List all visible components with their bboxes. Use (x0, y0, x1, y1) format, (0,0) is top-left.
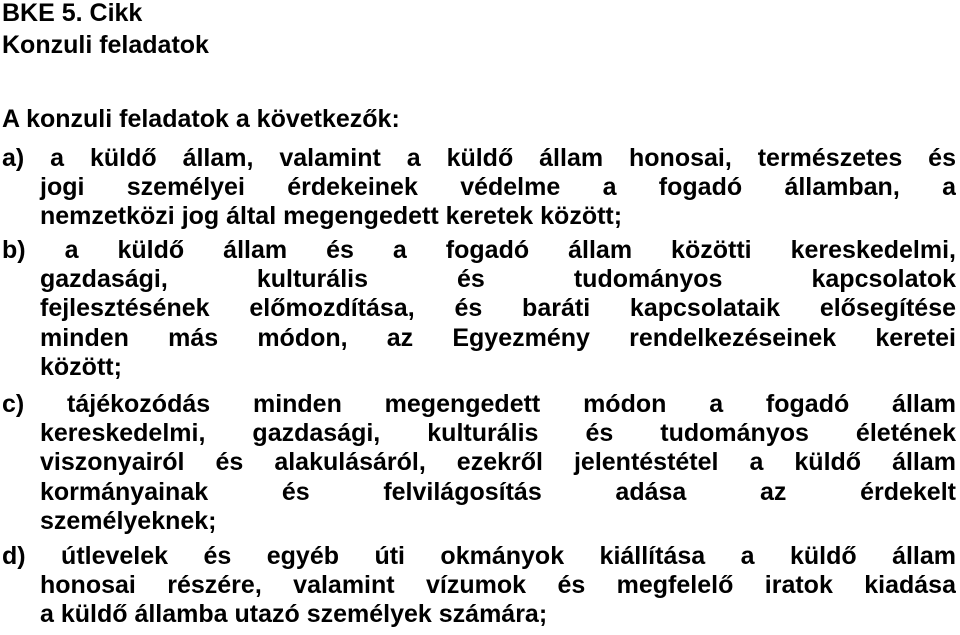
item-b-line-5: között; (40, 352, 122, 381)
item-b-line-3: fejlesztésének előmozdítása, és baráti kapcsolataik elősegítése (40, 294, 956, 323)
item-b-line-4: minden más módon, az Egyezmény rendelkezéseinek keretei (40, 323, 956, 352)
item-d-line-3: a küldő államba utazó személyek számára; (40, 600, 548, 629)
list-item-d (0, 542, 956, 630)
list-item-a (0, 144, 956, 232)
item-d-line-1: d) útlevelek és egyéb úti okmányok kiállítása a küldő állam (2, 542, 956, 570)
item-c-line-3: viszonyairól és alakulásáról, ezekről jelentéstétel a küldő állam (40, 448, 956, 477)
item-a-line-2: jogi személyei érdekeinek védelme a fogadó államban, a (40, 173, 956, 202)
item-d-line-2: honosai részére, valamint vízumok és megfelelő iratok kiadása (40, 571, 956, 600)
list-item-b (0, 236, 956, 382)
item-c-line-2: kereskedelmi, gazdasági, kulturális és tudományos életének (40, 419, 956, 448)
item-b-line-2: gazdasági, kulturális és tudományos kapcsolatok (40, 265, 956, 294)
item-c-line-5: személyeknek; (40, 506, 217, 535)
item-a-line-3: nemzetközi jog által megengedett keretek között; (40, 202, 623, 231)
section-title: Konzuli feladatok (2, 31, 209, 59)
item-b-line-1: b) a küldő állam és a fogadó állam közötti kereskedelmi, (2, 236, 956, 264)
list-item-c (0, 390, 956, 536)
item-a-line-1: a) a küldő állam, valamint a küldő állam honosai, természetes és (2, 144, 956, 172)
article-title: BKE 5. Cikk (2, 0, 143, 27)
intro-sentence: A konzuli feladatok a következők: (2, 105, 400, 133)
item-c-line-1: c) tájékozódás minden megengedett módon a fogadó állam (2, 390, 956, 418)
item-c-line-4: kormányainak és felvilágosítás adása az érdekelt (40, 477, 956, 506)
